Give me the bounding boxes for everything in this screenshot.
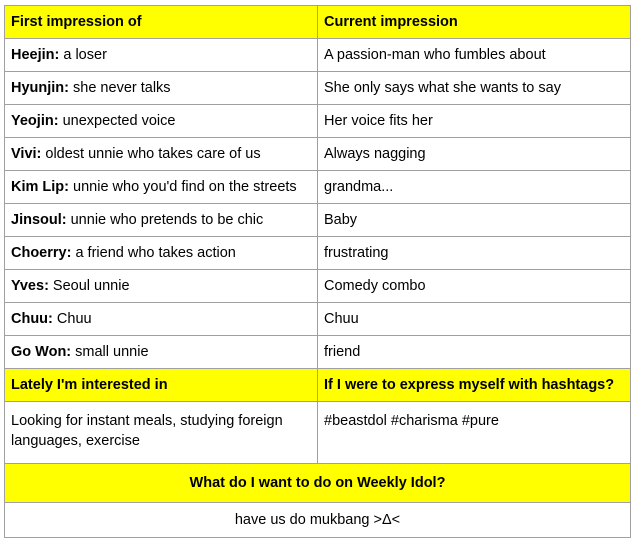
table-row (5, 336, 631, 369)
current-impression-cell: friend (318, 336, 631, 369)
first-impression-cell (5, 72, 318, 105)
member-name: Hyunjin: (11, 80, 69, 96)
current-impression-header: Current impression (318, 6, 631, 39)
weekly-idol-header-row (5, 464, 631, 503)
weekly-idol-answer: have us do mukbang >Δ< (5, 503, 631, 538)
hashtags-value: #beastdol #charisma #pure (318, 402, 631, 464)
first-impression-cell (5, 39, 318, 72)
interests-header: Lately I'm interested in (5, 369, 318, 402)
first-impression-cell (5, 336, 318, 369)
current-impression-cell: Chuu (318, 303, 631, 336)
member-name: Heejin: (11, 47, 60, 63)
first-impression-text: unnie who you'd find on the streets (69, 179, 297, 195)
profile-table (4, 5, 631, 538)
first-impression-cell (5, 171, 318, 204)
current-impression-cell: frustrating (318, 237, 631, 270)
weekly-idol-header: What do I want to do on Weekly Idol? (5, 464, 631, 503)
impressions-header-row (5, 6, 631, 39)
table-row (5, 171, 631, 204)
member-name: Go Won: (11, 344, 72, 360)
table-row (5, 39, 631, 72)
first-impression-text: unnie who pretends to be chic (66, 212, 264, 228)
first-impression-text: Seoul unnie (48, 278, 130, 294)
current-impression-cell: grandma... (318, 171, 631, 204)
first-impression-cell (5, 105, 318, 138)
first-impression-text: she never talks (69, 80, 171, 96)
first-impression-cell (5, 237, 318, 270)
member-name: Yeojin: (11, 113, 59, 129)
current-impression-cell: Baby (318, 204, 631, 237)
table-row (5, 72, 631, 105)
table-row (5, 303, 631, 336)
current-impression-cell: Comedy combo (318, 270, 631, 303)
hashtags-header: If I were to express myself with hashtags? (318, 369, 631, 402)
current-impression-cell: Always nagging (318, 138, 631, 171)
first-impression-text: oldest unnie who takes care of us (41, 146, 261, 162)
member-name: Vivi: (11, 146, 42, 162)
table-row (5, 237, 631, 270)
member-name: Kim Lip: (11, 179, 69, 195)
member-name: Yves: (11, 278, 49, 294)
current-impression-cell: She only says what she wants to say (318, 72, 631, 105)
first-impression-cell (5, 138, 318, 171)
table-row (5, 204, 631, 237)
first-impression-header: First impression of (5, 6, 318, 39)
member-name: Jinsoul: (11, 212, 67, 228)
first-impression-cell (5, 270, 318, 303)
current-impression-cell: Her voice fits her (318, 105, 631, 138)
weekly-idol-answer-row (5, 503, 631, 538)
table-row (5, 270, 631, 303)
first-impression-text: a loser (59, 47, 107, 63)
member-name: Chuu: (11, 311, 53, 327)
first-impression-text: unexpected voice (58, 113, 176, 129)
interests-row (5, 402, 631, 464)
member-name: Choerry: (11, 245, 72, 261)
table-row (5, 105, 631, 138)
interests-header-row (5, 369, 631, 402)
first-impression-cell (5, 204, 318, 237)
first-impression-text: a friend who takes action (71, 245, 236, 261)
first-impression-text: Chuu (52, 311, 92, 327)
current-impression-cell: A passion-man who fumbles about (318, 39, 631, 72)
interests-value: Looking for instant meals, studying foreign languages, exercise (5, 402, 318, 464)
first-impression-text: small unnie (71, 344, 149, 360)
table-row (5, 138, 631, 171)
first-impression-cell (5, 303, 318, 336)
